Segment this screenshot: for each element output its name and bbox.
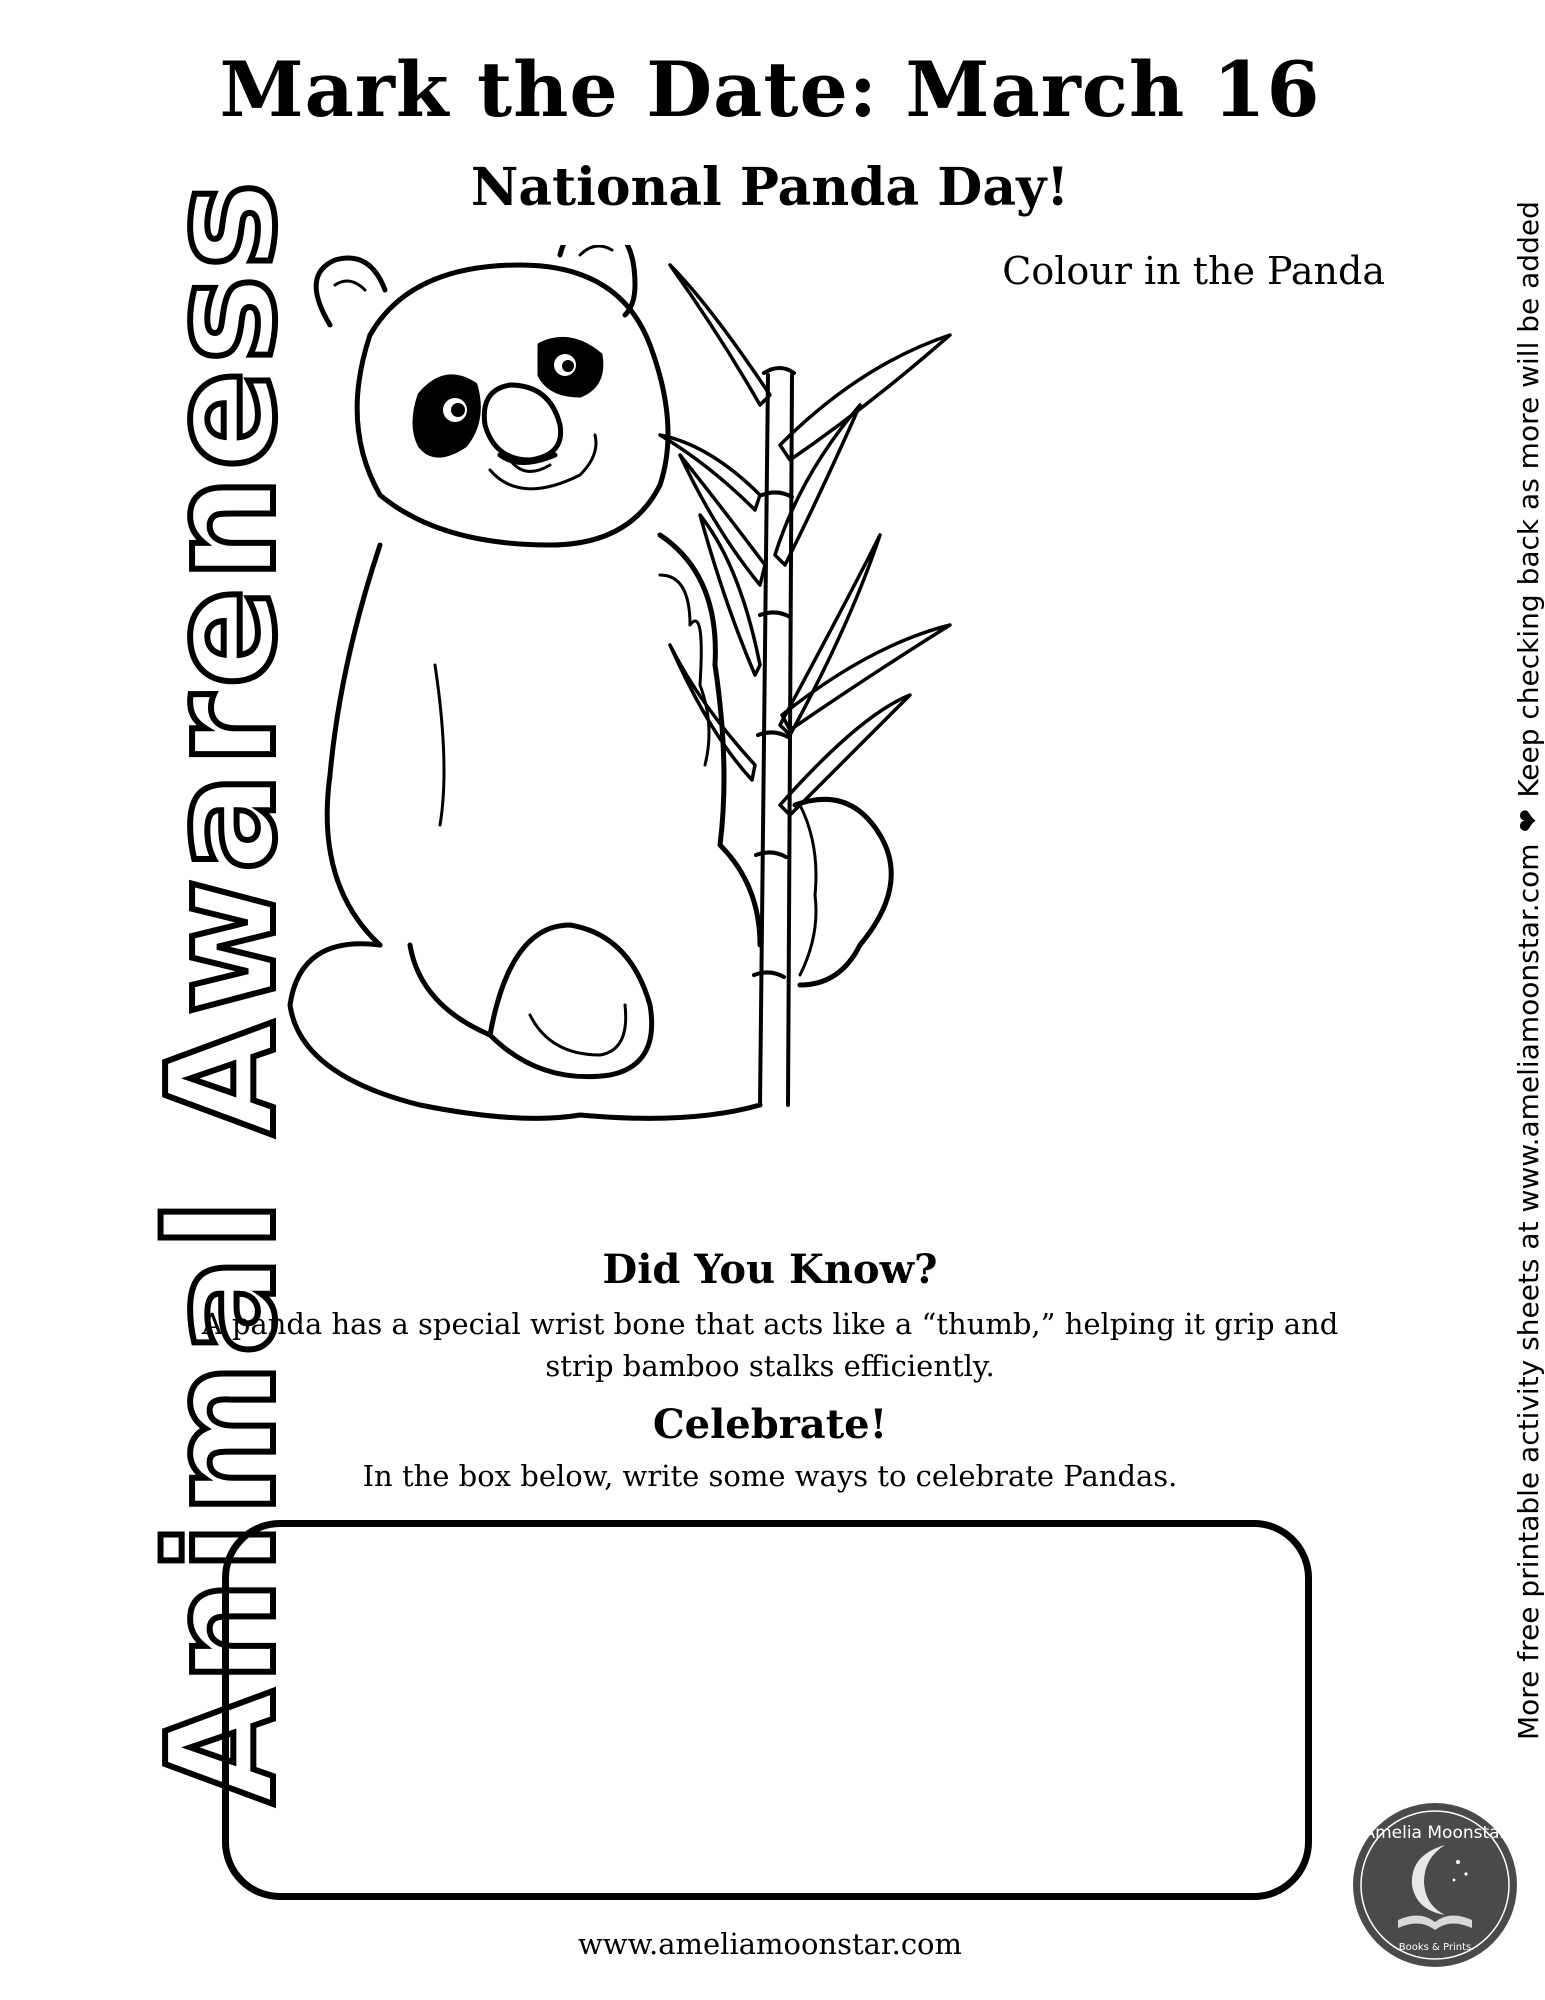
bamboo-stalk xyxy=(754,368,794,1105)
panda-head xyxy=(316,245,668,545)
panda-illustration xyxy=(260,245,1160,1225)
heart-icon: ❤ xyxy=(1512,808,1545,833)
page-subtitle: National Panda Day! xyxy=(470,157,1070,218)
bamboo-leaves xyxy=(660,265,950,815)
colour-instruction: Colour in the Panda xyxy=(1002,249,1385,293)
side-note xyxy=(1512,60,1545,1740)
amelia-moonstar-logo xyxy=(1350,1800,1520,1970)
did-you-know-text: A panda has a special wrist bone that acts like a “thumb,” helping it grip and strip bamboo stalks efficiently. xyxy=(201,1307,1339,1383)
side-note-text-after: Keep checking back as more will be added xyxy=(1512,201,1545,798)
logo-name: Amelia Moonstar xyxy=(1363,1823,1507,1843)
panda-body xyxy=(290,535,891,1118)
side-title-animal-awareness: Animal Awareness xyxy=(136,175,308,1805)
did-you-know-heading: Did You Know? xyxy=(602,1246,938,1293)
page-title: Mark the Date: March 16 xyxy=(219,45,1321,134)
footer-url: www.ameliamoonstar.com xyxy=(577,1927,963,1961)
logo-tagline: Books & Prints xyxy=(1398,1942,1472,1953)
celebrate-heading: Celebrate! xyxy=(652,1401,888,1448)
side-note-text-before: More free printable activity sheets at www.ameliamoonstar.com xyxy=(1512,843,1545,1740)
celebrate-writing-box[interactable] xyxy=(222,1520,1312,1900)
celebrate-instruction: In the box below, write some ways to celebrate Pandas. xyxy=(362,1459,1178,1493)
